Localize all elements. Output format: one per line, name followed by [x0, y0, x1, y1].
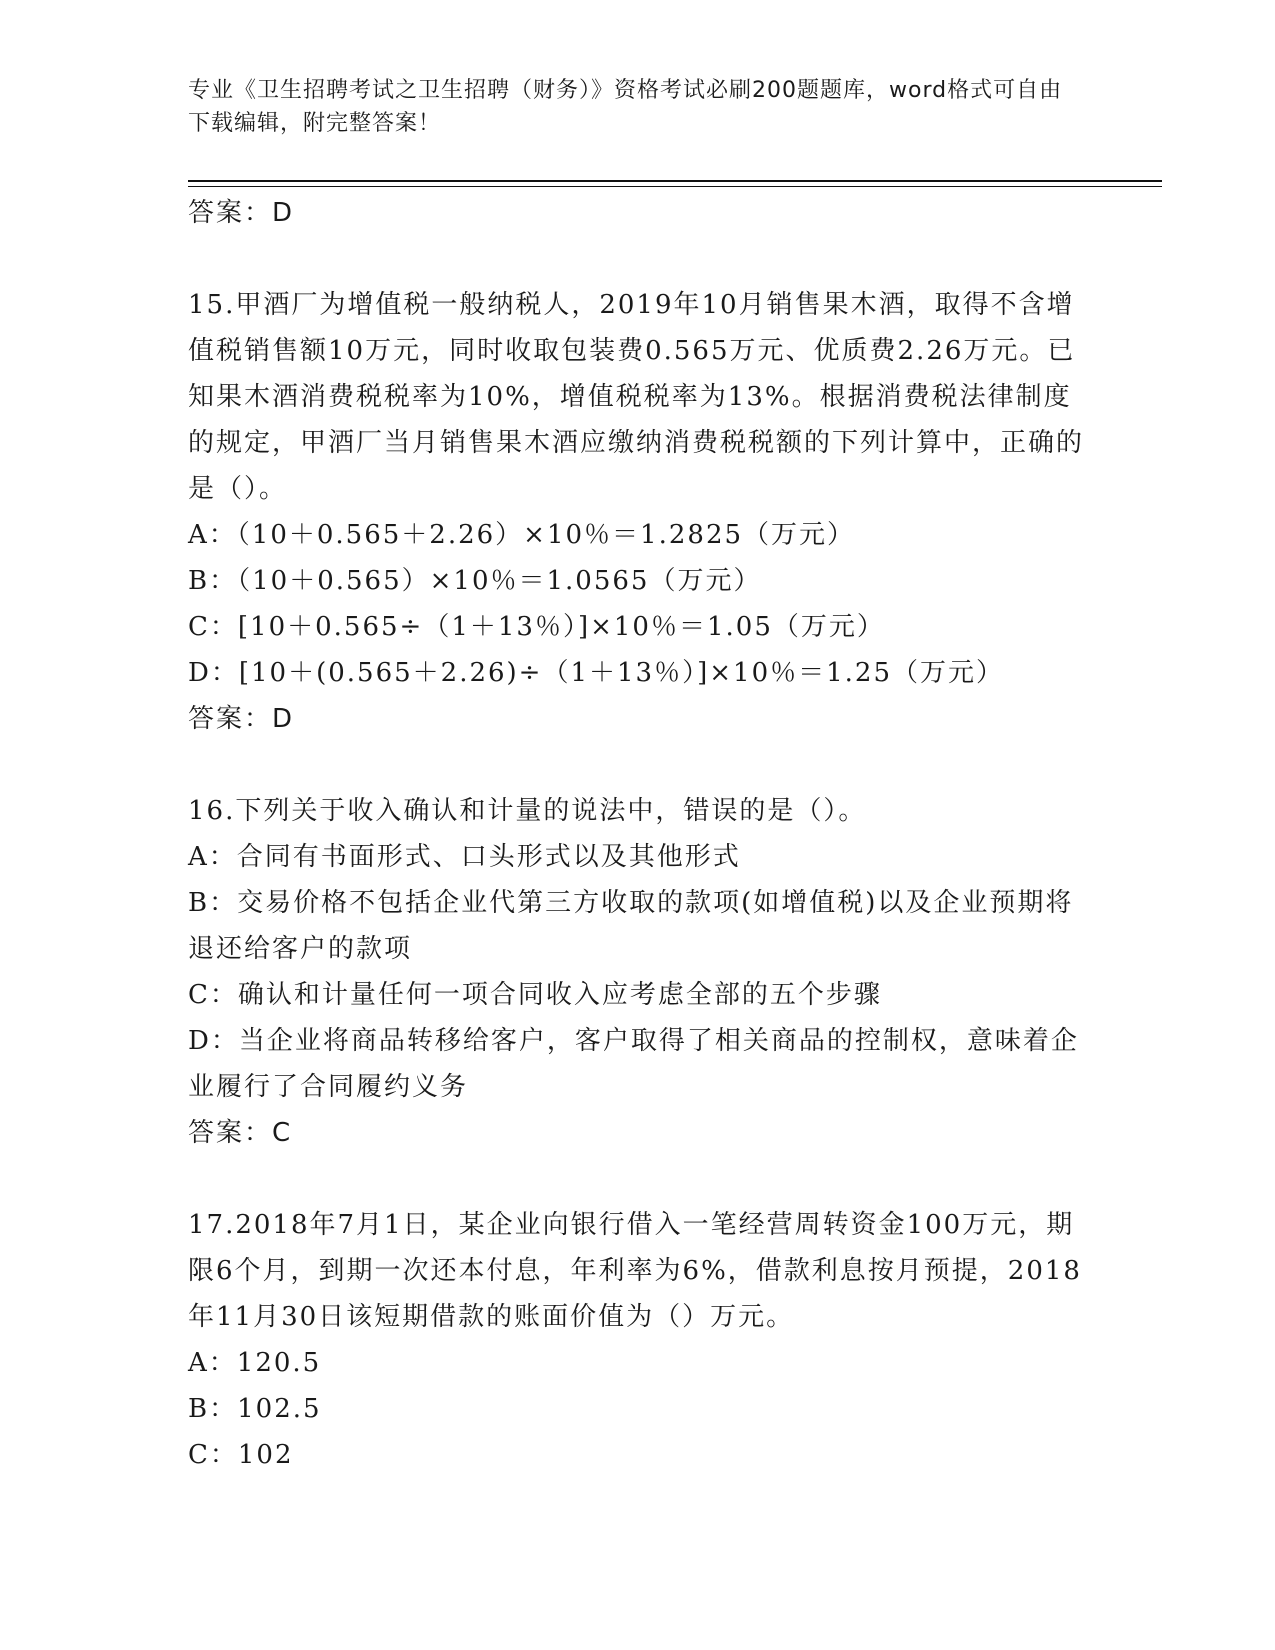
question-16-text: 16.下列关于收入确认和计量的说法中，错误的是（）。: [188, 796, 867, 826]
spacer: [188, 742, 1088, 788]
answer-prev: 答案：D: [188, 198, 295, 228]
question-16-option-a: A：合同有书面形式、口头形式以及其他形式: [188, 842, 741, 872]
question-15-option-b: B：（10＋0.565）×10％＝1.0565（万元）: [188, 566, 762, 596]
question-16-answer: 答案：C: [188, 1118, 293, 1148]
header-note: 专业《卫生招聘考试之卫生招聘（财务）》资格考试必刷200题题库，word格式可自由下载编辑，附完整答案！: [188, 78, 1063, 136]
header-divider-thick: [188, 180, 1162, 182]
question-content: [188, 190, 1088, 1478]
spacer: [188, 236, 1088, 282]
question-15: [188, 282, 1088, 742]
question-17-text: 17.2018年7月1日，某企业向银行借入一笔经营周转资金100万元，期限6个月，到期一次还本付息，年利率为6%，借款利息按月预提，2018年11月30日该短期借款的账面价值为（）万元。: [188, 1210, 1082, 1332]
question-15-answer: 答案：D: [188, 704, 295, 734]
question-16-option-c: C：确认和计量任何一项合同收入应考虑全部的五个步骤: [188, 980, 882, 1010]
question-16-option-d: D：当企业将商品转移给客户，客户取得了相关商品的控制权，意味着企业履行了合同履约义务: [188, 1026, 1079, 1102]
question-15-option-d: D：[10＋(0.565＋2.26)÷（1＋13％）]×10％＝1.25（万元）: [188, 658, 1004, 688]
question-17-option-b: B：102.5: [188, 1394, 322, 1424]
question-17-option-a: A：120.5: [188, 1348, 322, 1378]
question-15-text: 15.甲酒厂为增值税一般纳税人，2019年10月销售果木酒，取得不含增值税销售额10万元，同时收取包装费0.565万元、优质费2.26万元。已知果木酒消费税税率为10%，增值税税率为13%。根据消费税法律制度的规定，甲酒厂当月销售果木酒应缴纳消费税税额的下列计算中，正确的是（）。: [188, 290, 1085, 504]
question-16: [188, 788, 1088, 1156]
question-15-option-a: A：（10＋0.565＋2.26）×10％＝1.2825（万元）: [188, 520, 856, 550]
question-15-option-c: C：[10＋0.565÷（1＋13％）]×10％＝1.05（万元）: [188, 612, 885, 642]
question-17: [188, 1202, 1088, 1478]
spacer: [188, 1156, 1088, 1202]
question-16-option-b: B：交易价格不包括企业代第三方收取的款项(如增值税)以及企业预期将退还给客户的款项: [188, 888, 1074, 964]
header-divider-thin: [188, 186, 1162, 187]
question-17-option-c: C：102: [188, 1440, 294, 1470]
